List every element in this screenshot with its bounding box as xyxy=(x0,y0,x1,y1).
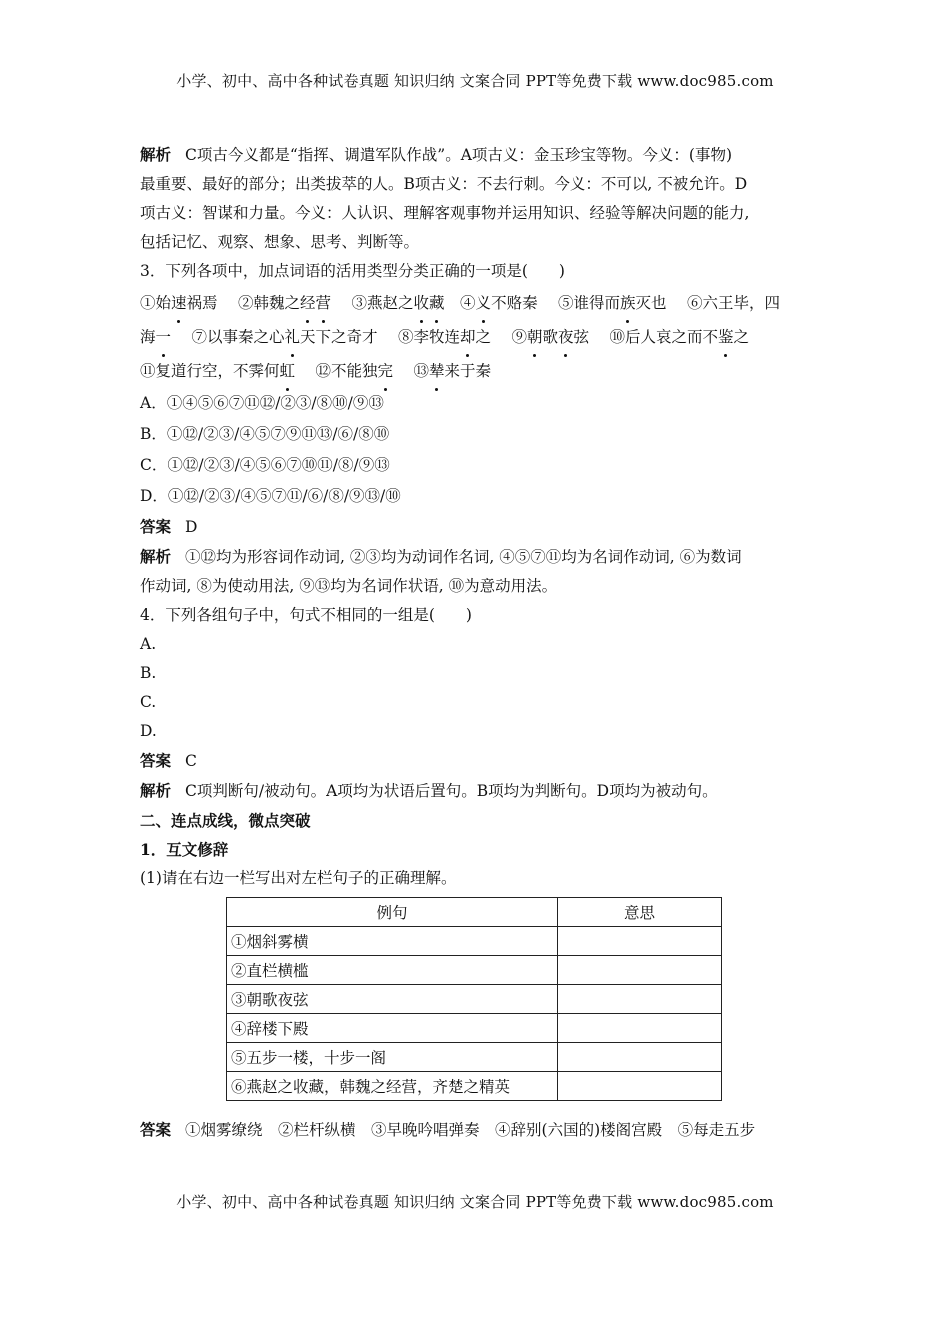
item-text: 来于秦 xyxy=(444,362,491,380)
answer-line xyxy=(140,746,812,776)
table-row xyxy=(227,985,722,1014)
dotted-word: 一 xyxy=(156,320,172,354)
analysis-text: ①⑫均为形容词作动词, ②③均为动词作名词, ④⑤⑦⑪均为名词作动词, ⑥为数词 xyxy=(185,548,742,566)
table-cell xyxy=(558,1072,722,1101)
item-text: ①始 xyxy=(140,294,172,312)
dotted-word: 虹 xyxy=(280,354,296,388)
page-header: 小学、初中、高中各种试卷真题 知识归纳 文案合同 PPT等免费下载 www.doc985.com xyxy=(176,72,774,90)
dotted-word: 速 xyxy=(171,286,187,320)
answer-line xyxy=(140,512,812,542)
item-text: ⑥六王毕，四 xyxy=(687,294,781,312)
analysis-line: 作动词, ⑧为使动用法, ⑨⑬均为名词作状语, ⑩为意动用法。 xyxy=(140,577,558,595)
answer-label: 答案 xyxy=(140,517,172,536)
analysis-label: 解析 xyxy=(140,781,172,800)
dotted-word: 鉴 xyxy=(718,320,734,354)
analysis-label: 解析 xyxy=(140,145,172,164)
analysis-line: 包括记忆、观察、想象、思考、判断等。 xyxy=(140,233,420,251)
dotted-word: 礼 xyxy=(284,320,300,354)
dotted-word: 营 xyxy=(316,286,332,320)
analysis-line xyxy=(140,140,812,170)
dotted-word: 却 xyxy=(460,320,476,354)
answer-line xyxy=(140,1115,812,1145)
item-text: 海 xyxy=(140,328,156,346)
item-text: ⑩后人哀之而不 xyxy=(609,328,718,346)
dotted-word: 朝 xyxy=(527,320,543,354)
table-cell: ⑥燕赵之收藏，韩魏之经营，齐楚之精英 xyxy=(227,1072,558,1101)
spacer xyxy=(140,1101,812,1115)
section-title: 二、连点成线，微点突破 xyxy=(140,811,311,830)
item-text: ②韩魏之 xyxy=(237,294,300,312)
item-text: ⑤谁得而 xyxy=(558,294,621,312)
dotted-word: 族 xyxy=(620,286,636,320)
item-text: 不赂秦 xyxy=(491,294,538,312)
answer-value: D xyxy=(185,518,198,536)
option-a: A．①④⑤⑥⑦⑪⑫/②③/⑧⑩/⑨⑬ xyxy=(140,394,384,412)
table-row xyxy=(227,956,722,985)
table-row xyxy=(227,1072,722,1101)
item-text: ⑨ xyxy=(511,328,527,346)
items-line-3 xyxy=(140,354,812,388)
table-header: 意思 xyxy=(558,898,722,927)
option-d: D．①⑫/②③/④⑤⑦⑪/⑥/⑧/⑨⑬/⑩ xyxy=(140,487,401,505)
question-3-items xyxy=(140,286,812,388)
table-cell xyxy=(558,1043,722,1072)
item-text: 弦 xyxy=(573,328,590,346)
item-text: 灭也 xyxy=(635,294,667,312)
items-line-2 xyxy=(140,320,812,354)
item-text: 祸焉 xyxy=(186,294,218,312)
item-text: ⑪复道行空，不霁何 xyxy=(140,362,280,380)
answer-value: ①烟雾缭绕 ②栏杆纵横 ③早晚吟唱弹奏 ④辞别(六国的)楼阁宫殿 ⑤每走五步 xyxy=(185,1121,756,1139)
item-text: 之 xyxy=(475,328,491,346)
answer-label: 答案 xyxy=(140,751,172,770)
item-text: 歌 xyxy=(542,328,558,346)
subsection-title: 1．互文修辞 xyxy=(140,840,229,859)
rhetoric-table xyxy=(226,897,722,1101)
dotted-word: 完 xyxy=(377,354,393,388)
table-cell xyxy=(558,985,722,1014)
dotted-word: 义 xyxy=(476,286,492,320)
analysis-line: 最重要、最好的部分；出类拔萃的人。B项古义：不去行刺。今义：不可以, 不被允许。D xyxy=(140,175,748,193)
table-cell xyxy=(558,956,722,985)
page-footer: 小学、初中、高中各种试卷真题 知识归纳 文案合同 PPT等免费下载 www.doc985.com xyxy=(176,1193,774,1211)
item-text: ⑫不能独 xyxy=(315,362,378,380)
analysis-text: C项古今义都是“指挥、调遣军队作战”。A项古义：金玉珍宝等物。今义：(事物) xyxy=(185,146,733,164)
table-row xyxy=(227,1014,722,1043)
table-cell xyxy=(558,1014,722,1043)
question-3-stem: 3．下列各项中，加点词语的活用类型分类正确的一项是( ) xyxy=(140,262,565,280)
items-line-1 xyxy=(140,286,812,320)
dotted-word: 收 xyxy=(413,286,429,320)
analysis-label: 解析 xyxy=(140,547,172,566)
analysis-line xyxy=(140,776,812,806)
table-header: 例句 xyxy=(227,898,558,927)
item-text: ⑧李牧连 xyxy=(397,328,460,346)
answer-label: 答案 xyxy=(140,1120,172,1139)
item-text: 之 xyxy=(733,328,749,346)
analysis-line xyxy=(140,542,812,572)
question-4-stem: 4．下列各组句子中，句式不相同的一组是( ) xyxy=(140,606,472,624)
dotted-word: 辇 xyxy=(429,354,445,388)
page-content xyxy=(140,140,812,1145)
table-cell xyxy=(558,927,722,956)
analysis-line: 项古义：智谋和力量。今义：人认识、理解客观事物并运用知识、经验等解决问题的能力, xyxy=(140,204,750,222)
dotted-word: 藏 xyxy=(429,286,445,320)
item-text: ③燕赵之 xyxy=(351,294,414,312)
q4-option-a: A. xyxy=(140,635,157,653)
table-cell: ②直栏横槛 xyxy=(227,956,558,985)
table-instruction: (1)请在右边一栏写出对左栏句子的正确理解。 xyxy=(140,869,457,887)
q4-option-d: D. xyxy=(140,722,157,740)
q4-option-b: B. xyxy=(140,664,157,682)
table-cell: ③朝歌夜弦 xyxy=(227,985,558,1014)
dotted-word: 经 xyxy=(300,286,316,320)
table-row xyxy=(227,927,722,956)
table-header-row xyxy=(227,898,722,927)
q4-option-c: C. xyxy=(140,693,157,711)
table-cell: ①烟斜雾横 xyxy=(227,927,558,956)
dotted-word: 夜 xyxy=(558,320,574,354)
table-row xyxy=(227,1043,722,1072)
option-b: B．①⑫/②③/④⑤⑦⑨⑪⑬/⑥/⑧⑩ xyxy=(140,425,390,443)
table-cell: ⑤五步一楼，十步一阁 xyxy=(227,1043,558,1072)
item-text: ⑬ xyxy=(413,362,429,380)
item-text: 天下之奇才 xyxy=(300,328,378,346)
answer-value: C xyxy=(185,752,197,770)
item-text: ⑦以事秦之心 xyxy=(191,328,285,346)
table-cell: ④辞楼下殿 xyxy=(227,1014,558,1043)
analysis-text: C项判断句/被动句。A项均为状语后置句。B项均为判断句。D项均为被动句。 xyxy=(185,782,718,800)
item-text: ④ xyxy=(460,294,476,312)
option-c: C．①⑫/②③/④⑤⑥⑦⑩⑪/⑧/⑨⑬ xyxy=(140,456,390,474)
